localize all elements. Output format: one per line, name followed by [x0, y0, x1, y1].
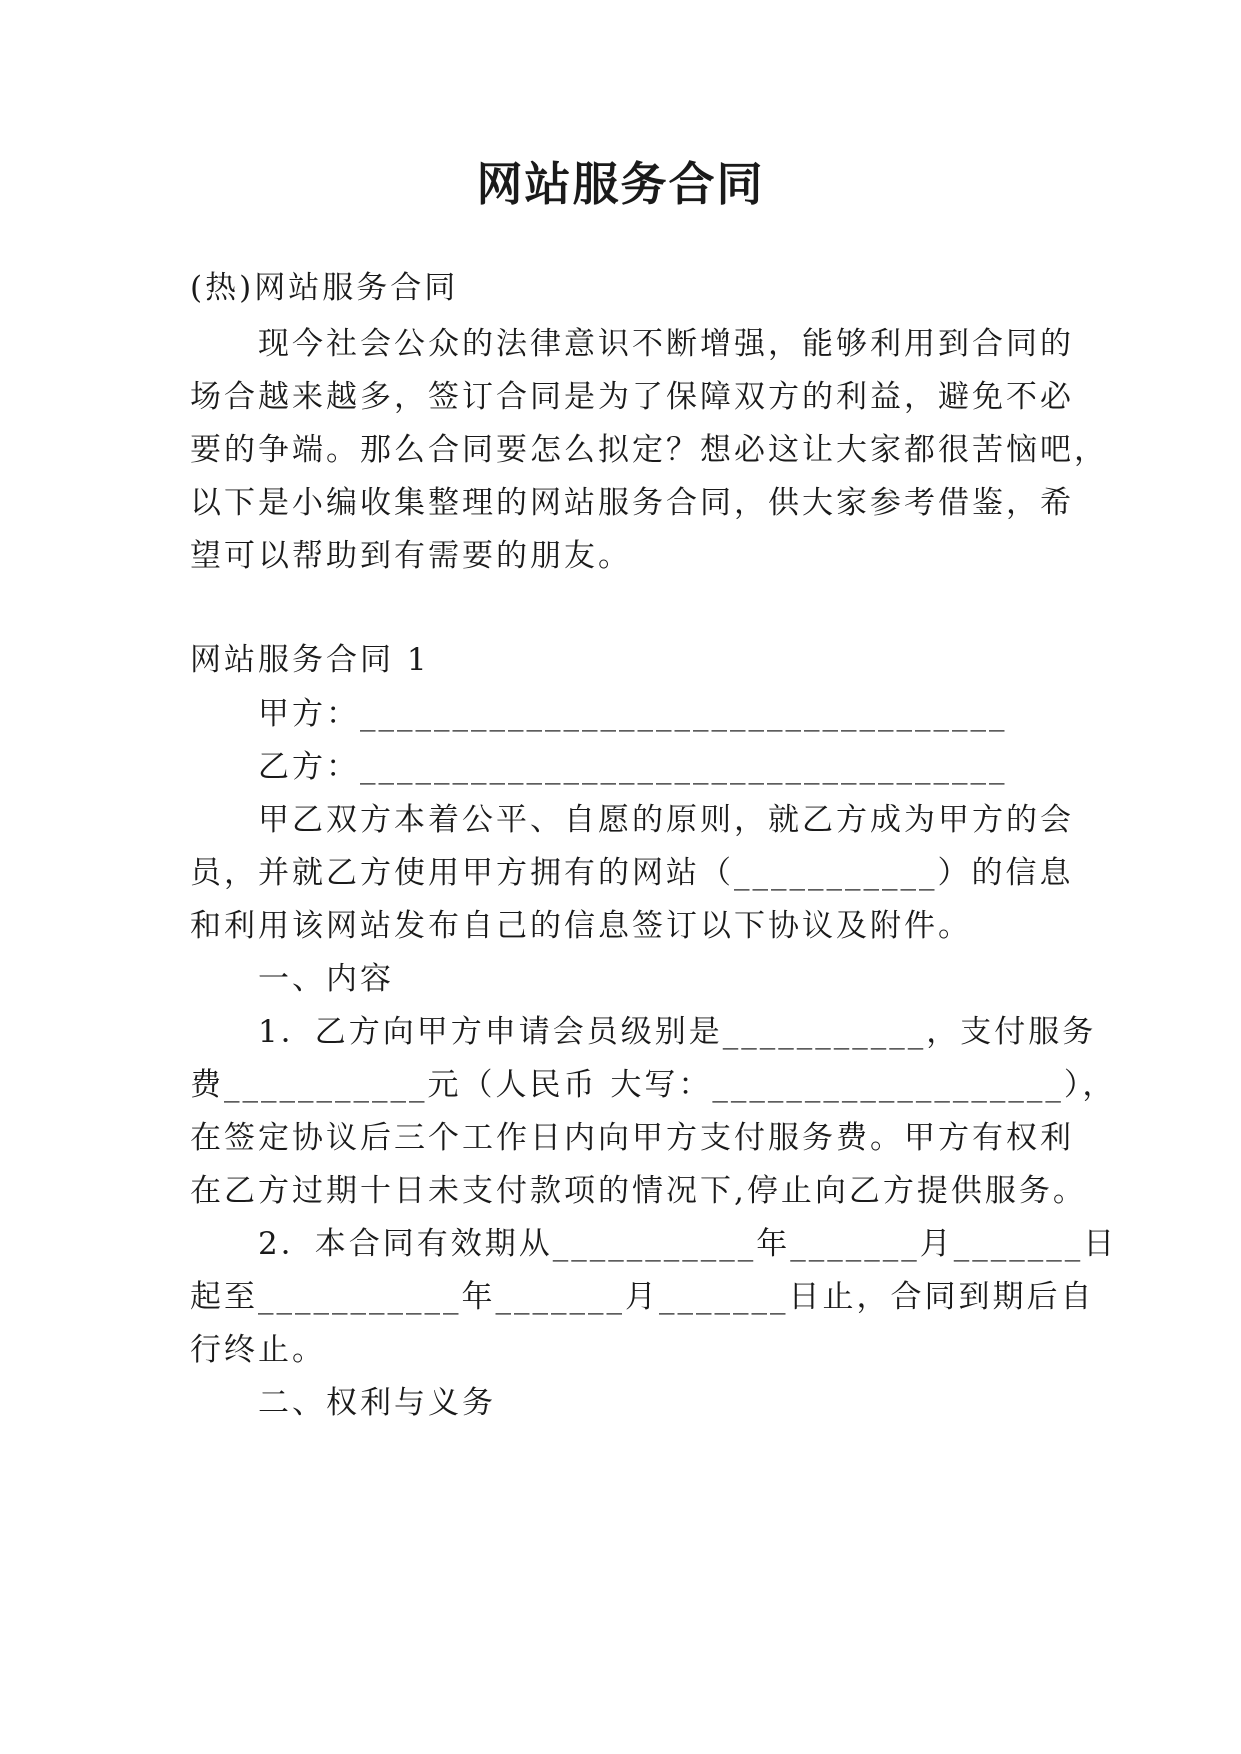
party-a-field: 甲方：___________________________________ — [258, 696, 1008, 732]
section-heading-rights: 二、权利与义务 — [258, 1385, 496, 1421]
contract-heading: 网站服务合同 1 — [190, 642, 430, 678]
intro-paragraph-line: 场合越来越多，签订合同是为了保障双方的利益，避免不必 — [190, 379, 1074, 415]
clause-2-line: 2．本合同有效期从___________年_______月_______日 — [258, 1226, 1118, 1262]
intro-paragraph-line: 望可以帮助到有需要的朋友。 — [190, 538, 632, 574]
intro-paragraph-line: 要的争端。那么合同要怎么拟定？想必这让大家都很苦恼吧， — [190, 432, 1108, 468]
clause-1-line: 在乙方过期十日未支付款项的情况下,停止向乙方提供服务。 — [190, 1173, 1087, 1209]
party-b-field: 乙方：___________________________________ — [258, 749, 1008, 785]
section-heading-content: 一、内容 — [258, 961, 394, 997]
document-title: 网站服务合同 — [476, 157, 765, 211]
preamble-line: 甲乙双方本着公平、自愿的原则，就乙方成为甲方的会 — [258, 802, 1074, 838]
preamble-line: 员，并就乙方使用甲方拥有的网站（___________）的信息 — [190, 855, 1074, 891]
clause-2-line: 行终止。 — [190, 1332, 326, 1368]
clause-1-line: 在签定协议后三个工作日内向甲方支付服务费。甲方有权利 — [190, 1120, 1074, 1156]
subtitle-line: (热)网站服务合同 — [190, 270, 459, 306]
preamble-line: 和利用该网站发布自己的信息签订以下协议及附件。 — [190, 908, 972, 944]
clause-2-line: 起至___________年_______月_______日止，合同到期后自 — [190, 1279, 1095, 1315]
intro-paragraph-line: 现今社会公众的法律意识不断增强，能够利用到合同的 — [258, 326, 1074, 362]
clause-1-line: 费___________元（人民币 大写：___________________）， — [190, 1067, 1117, 1103]
intro-paragraph-line: 以下是小编收集整理的网站服务合同，供大家参考借鉴，希 — [190, 485, 1074, 521]
clause-1-line: 1．乙方向甲方申请会员级别是___________，支付服务 — [258, 1014, 1097, 1050]
